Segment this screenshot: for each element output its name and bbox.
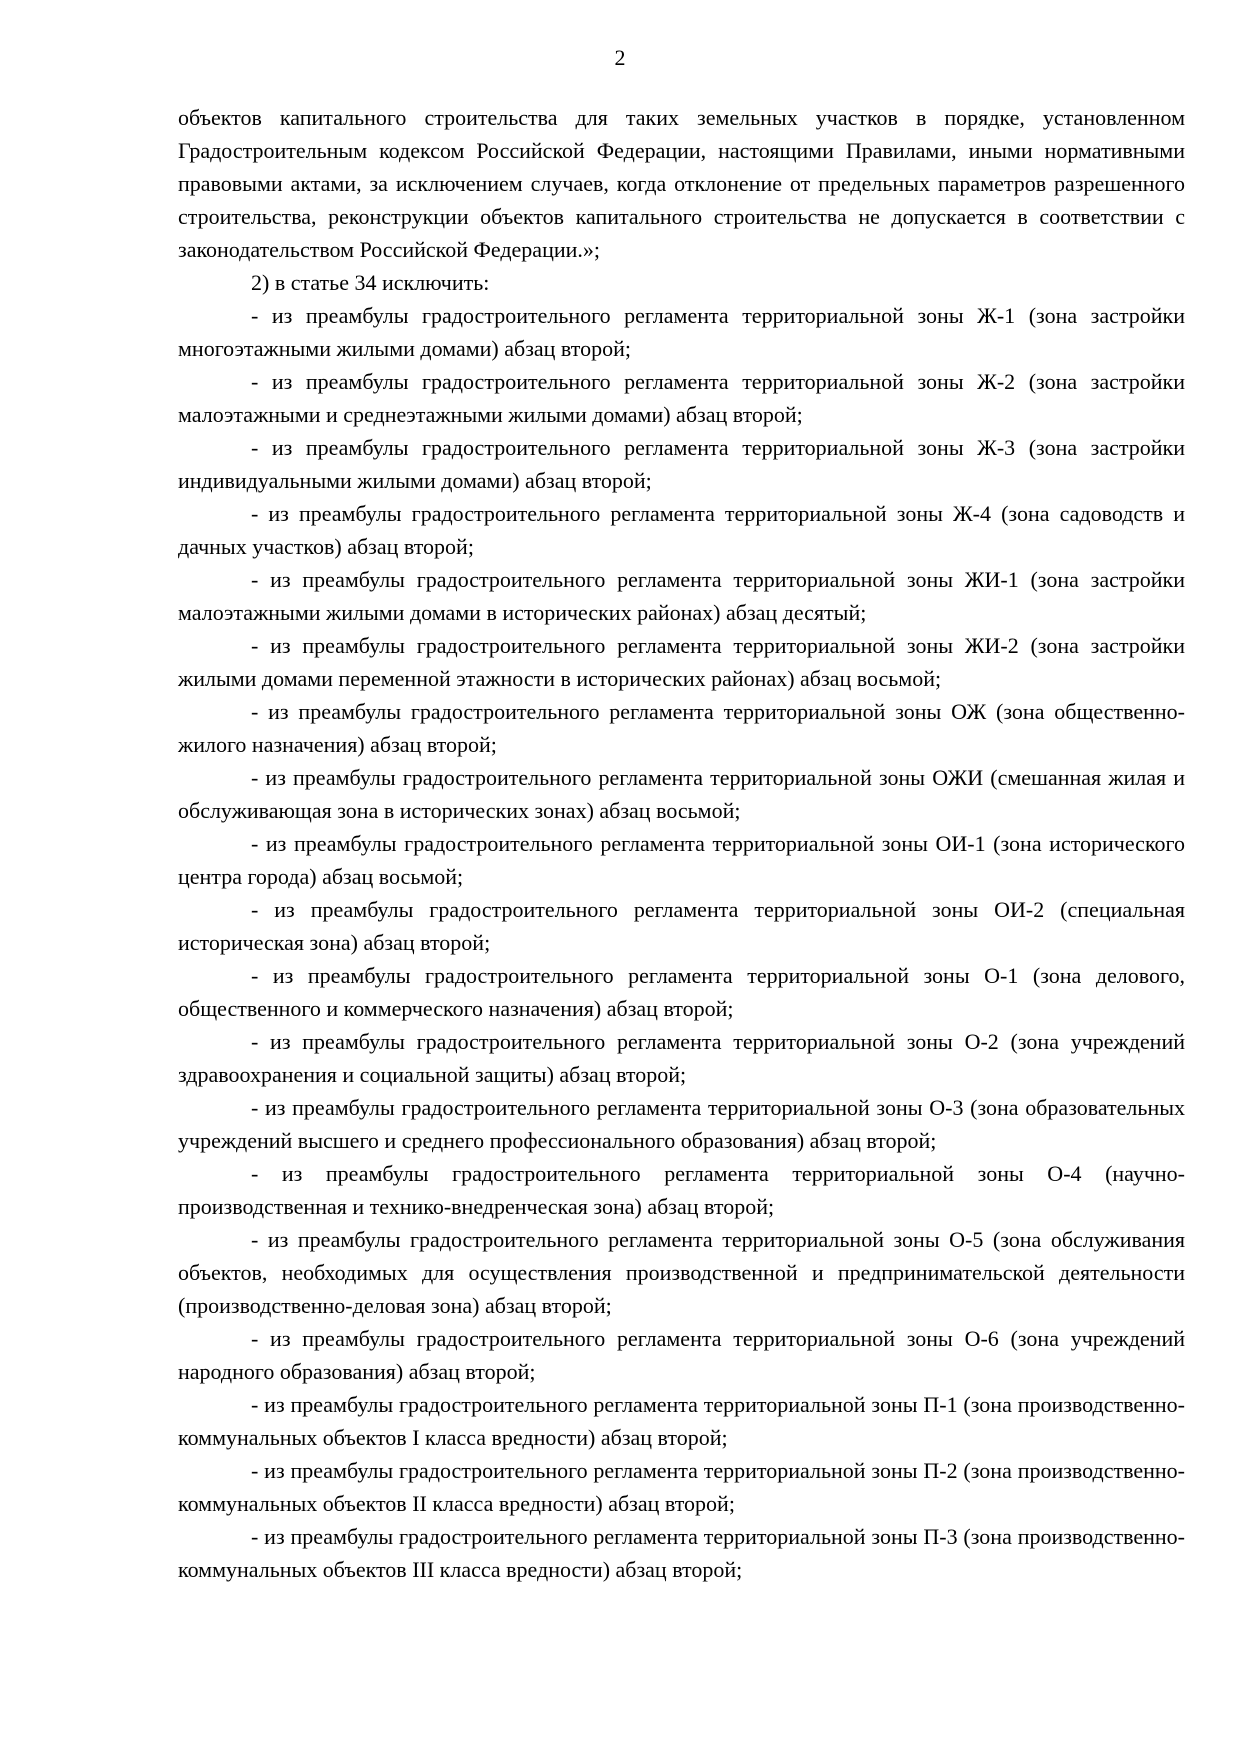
list-item-o-2: - из преамбулы градостроительного регламента территориальной зоны О-2 (зона учреждений здравоохранения и социальной защиты) абзац второй; [178,1029,1185,1087]
list-item-o-3: - из преамбулы градостроительного регламента территориальной зоны О-3 (зона образовательных учреждений высшего и среднего профессионального образования) абзац второй; [178,1095,1185,1153]
list-item-p-3: - из преамбулы градостроительного регламента территориальной зоны П-3 (зона производственно-коммунальных объектов III класса вредности) абзац второй; [178,1524,1185,1582]
list-item-ozhi: - из преамбулы градостроительного регламента территориальной зоны ОЖИ (смешанная жилая и обслуживающая зона в исторических зонах) абзац восьмой; [178,765,1185,823]
list-item-zh-4: - из преамбулы градостроительного регламента территориальной зоны Ж-4 (зона садоводств и дачных участков) абзац второй; [178,501,1185,559]
list-item-ozh: - из преамбулы градостроительного регламента территориальной зоны ОЖ (зона общественно-жилого назначения) абзац второй; [178,699,1185,757]
list-item-o-4: - из преамбулы градостроительного регламента территориальной зоны О-4 (научно-производственная и технико-внедренческая зона) абзац второй; [178,1161,1185,1219]
paragraph-continuation: объектов капитального строительства для таких земельных участков в порядке, установленном Градостроительным кодексом Российской Федерации, настоящими Правилами, иными нормативными правовыми актами, за исключением случаев, когда отклонение от предельных параметров разрешенного строительства, реконструкции объектов капитального строительства не допускается в соответствии с законодательством Российской Федерации.»; [178,105,1185,262]
list-item-zh-2: - из преамбулы градостроительного регламента территориальной зоны Ж-2 (зона застройки малоэтажными и среднеэтажными жилыми домами) абзац второй; [178,369,1185,427]
list-item-zhi-1: - из преамбулы градостроительного регламента территориальной зоны ЖИ-1 (зона застройки малоэтажными жилыми домами в исторических районах) абзац десятый; [178,567,1185,625]
list-item-zh-3: - из преамбулы градостроительного регламента территориальной зоны Ж-3 (зона застройки индивидуальными жилыми домами) абзац второй; [178,435,1185,493]
list-item-oi-1: - из преамбулы градостроительного регламента территориальной зоны ОИ-1 (зона исторического центра города) абзац восьмой; [178,831,1185,889]
list-item-o-6: - из преамбулы градостроительного регламента территориальной зоны О-6 (зона учреждений народного образования) абзац второй; [178,1326,1185,1384]
list-item-o-1: - из преамбулы градостроительного регламента территориальной зоны О-1 (зона делового, общественного и коммерческого назначения) абзац второй; [178,963,1185,1021]
list-item-oi-2: - из преамбулы градостроительного регламента территориальной зоны ОИ-2 (специальная историческая зона) абзац второй; [178,897,1185,955]
list-item-zh-1: - из преамбулы градостроительного регламента территориальной зоны Ж-1 (зона застройки многоэтажными жилыми домами) абзац второй; [178,303,1185,361]
list-item-p-2: - из преамбулы градостроительного регламента территориальной зоны П-2 (зона производственно-коммунальных объектов II класса вредности) абзац второй; [178,1458,1185,1516]
paragraph-article-34-intro: 2) в статье 34 исключить: [251,270,490,295]
list-item-zhi-2: - из преамбулы градостроительного регламента территориальной зоны ЖИ-2 (зона застройки жилыми домами переменной этажности в исторических районах) абзац восьмой; [178,633,1185,691]
page-number: 2 [614,45,626,70]
document-body [178,101,1185,1586]
list-item-o-5: - из преамбулы градостроительного регламента территориальной зоны О-5 (зона обслуживания объектов, необходимых для осуществления производственной и предпринимательской деятельности (производственно-деловая зона) абзац второй; [178,1227,1185,1318]
list-item-p-1: - из преамбулы градостроительного регламента территориальной зоны П-1 (зона производственно-коммунальных объектов I класса вредности) абзац второй; [178,1392,1185,1450]
